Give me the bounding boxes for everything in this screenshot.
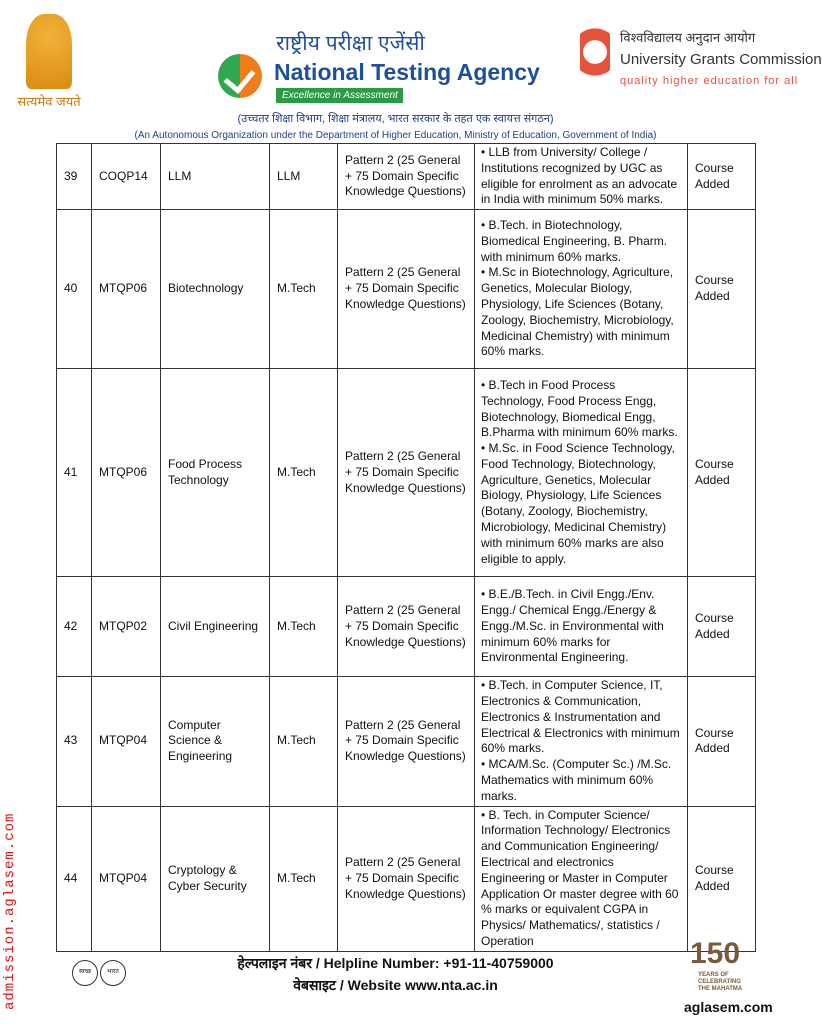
- cell-programme: LLM: [270, 144, 338, 210]
- cell-sno: 41: [57, 369, 92, 577]
- gandhi-text: YEARS OF CELEBRATING THE MAHATMA: [698, 972, 743, 992]
- nta-hindi-name: राष्ट्रीय परीक्षा एजेंसी: [276, 32, 425, 55]
- cell-pattern: Pattern 2 (25 General + 75 Domain Specific Knowledge Questions): [338, 577, 475, 677]
- cell-programme: M.Tech: [270, 677, 338, 806]
- cell-remark: Course Added: [688, 577, 756, 677]
- cell-sno: 43: [57, 677, 92, 806]
- cell-sno: 39: [57, 144, 92, 210]
- cell-subject: Civil Engineering: [161, 577, 270, 677]
- cell-code: COQP14: [92, 144, 161, 210]
- gandhi-150-logo: [680, 938, 785, 1022]
- cell-sno: 42: [57, 577, 92, 677]
- ugc-english-name: University Grants Commission: [620, 51, 822, 68]
- cell-remark: Course Added: [688, 369, 756, 577]
- cell-subject: Biotechnology: [161, 210, 270, 369]
- cell-sno: 44: [57, 806, 92, 951]
- cell-remark: Course Added: [688, 144, 756, 210]
- subtitle-hindi: (उच्चतर शिक्षा विभाग, शिक्षा मंत्रालय, भारत सरकार के तहत एक स्वायत्त संगठन): [237, 113, 554, 125]
- emblem-icon: [26, 14, 72, 89]
- helpline-number: हेल्पलाइन नंबर / Helpline Number: +91-11-40759000: [237, 955, 554, 971]
- nta-logo: [218, 30, 538, 106]
- swachh-right-lens: भारत: [100, 960, 126, 986]
- cell-subject: Food Process Technology: [161, 369, 270, 577]
- nta-check-icon: [218, 54, 262, 98]
- cell-remark: Course Added: [688, 806, 756, 951]
- cell-pattern: Pattern 2 (25 General + 75 Domain Specific Knowledge Questions): [338, 806, 475, 951]
- cell-remark: Course Added: [688, 677, 756, 806]
- table-row: [57, 677, 756, 806]
- cell-criteria: • B.Tech in Food Process Technology, Food Process Engg, Biotechnology, Biomedical Engg, B.Pharma with minimum 60% marks. • M.Sc. in Food Science Technology, Food Technology, Biotechnology, Agriculture, Genetics, Molecular Biology, Physiology, Life Sciences (Botany, Zoology, Biochemistry, Microbiology, Medicinal Chemistry) with minimum 60% marks are also eligible to apply.: [475, 369, 688, 577]
- cell-programme: M.Tech: [270, 577, 338, 677]
- cell-code: MTQP02: [92, 577, 161, 677]
- site-name: aglasem.com: [684, 999, 773, 1015]
- table-row: [57, 210, 756, 369]
- subtitle-english: (An Autonomous Organization under the Department of Higher Education, Ministry of Education, Government of India): [134, 130, 657, 141]
- courses-table: [56, 143, 756, 952]
- table-row: [57, 577, 756, 677]
- table-row: [57, 369, 756, 577]
- cell-programme: M.Tech: [270, 210, 338, 369]
- cell-subject: Cryptology & Cyber Security: [161, 806, 270, 951]
- cell-remark: Course Added: [688, 210, 756, 369]
- cell-code: MTQP06: [92, 369, 161, 577]
- cell-criteria: • LLB from University/ College / Institutions recognized by UGC as eligible for enrolment as an advocate in India with minimum 50% marks.: [475, 144, 688, 210]
- national-emblem: [14, 14, 84, 116]
- cell-criteria: • B.Tech. in Computer Science, IT, Electronics & Communication, Electronics & Instrumentation and Electrical & Electronics with minimum 60% marks. • MCA/M.Sc. (Computer Sc.) /M.Sc. Mathematics with minimum 60% marks.: [475, 677, 688, 806]
- cell-programme: M.Tech: [270, 369, 338, 577]
- cell-programme: M.Tech: [270, 806, 338, 951]
- ugc-logo: [580, 28, 822, 100]
- cell-sno: 40: [57, 210, 92, 369]
- nta-english-name: National Testing Agency: [274, 59, 540, 85]
- cell-pattern: Pattern 2 (25 General + 75 Domain Specific Knowledge Questions): [338, 144, 475, 210]
- cell-criteria: • B.E./B.Tech. in Civil Engg./Env. Engg./ Chemical Engg./Energy & Engg./M.Sc. in Environmental with minimum 60% marks for Environmental Engineering.: [475, 577, 688, 677]
- cell-subject: LLM: [161, 144, 270, 210]
- emblem-motto: सत्यमेव जयते: [17, 94, 81, 109]
- ugc-tagline: quality higher education for all: [620, 75, 799, 87]
- watermark: admission.aglasem.com: [2, 812, 18, 1010]
- table-row: [57, 806, 756, 951]
- ugc-emblem-icon: [580, 28, 610, 88]
- cell-code: MTQP06: [92, 210, 161, 369]
- cell-criteria: • B.Tech. in Biotechnology, Biomedical Engineering, B. Pharm. with minimum 60% marks. • M.Sc in Biotechnology, Agriculture, Genetics, Molecular Biology, Physiology, Life Sciences (Botany, Zoology, Biochemistry, Microbiology, Medicinal Chemistry) with minimum 60% marks.: [475, 210, 688, 369]
- cell-pattern: Pattern 2 (25 General + 75 Domain Specific Knowledge Questions): [338, 677, 475, 806]
- cell-pattern: Pattern 2 (25 General + 75 Domain Specific Knowledge Questions): [338, 210, 475, 369]
- swachh-bharat-logo: [70, 958, 150, 994]
- cell-code: MTQP04: [92, 677, 161, 806]
- ugc-hindi-name: विश्वविद्यालय अनुदान आयोग: [620, 30, 756, 45]
- table-row: [57, 144, 756, 210]
- cell-subject: Computer Science & Engineering: [161, 677, 270, 806]
- swachh-left-lens: स्वच्छ: [72, 960, 98, 986]
- cell-code: MTQP04: [92, 806, 161, 951]
- cell-criteria: • B. Tech. in Computer Science/ Information Technology/ Electronics and Communication Engineering/ Electrical and electronics Engineering or Master in Computer Application Or master degree with 60 % marks or equivalent CGPA in Physics/ Mathematics/, statistics / Operation: [475, 806, 688, 951]
- website-link[interactable]: वेबसाइट / Website www.nta.ac.in: [293, 977, 498, 993]
- nta-tagline: Excellence in Assessment: [276, 88, 403, 103]
- cell-pattern: Pattern 2 (25 General + 75 Domain Specific Knowledge Questions): [338, 369, 475, 577]
- gandhi-number: 150: [690, 937, 741, 970]
